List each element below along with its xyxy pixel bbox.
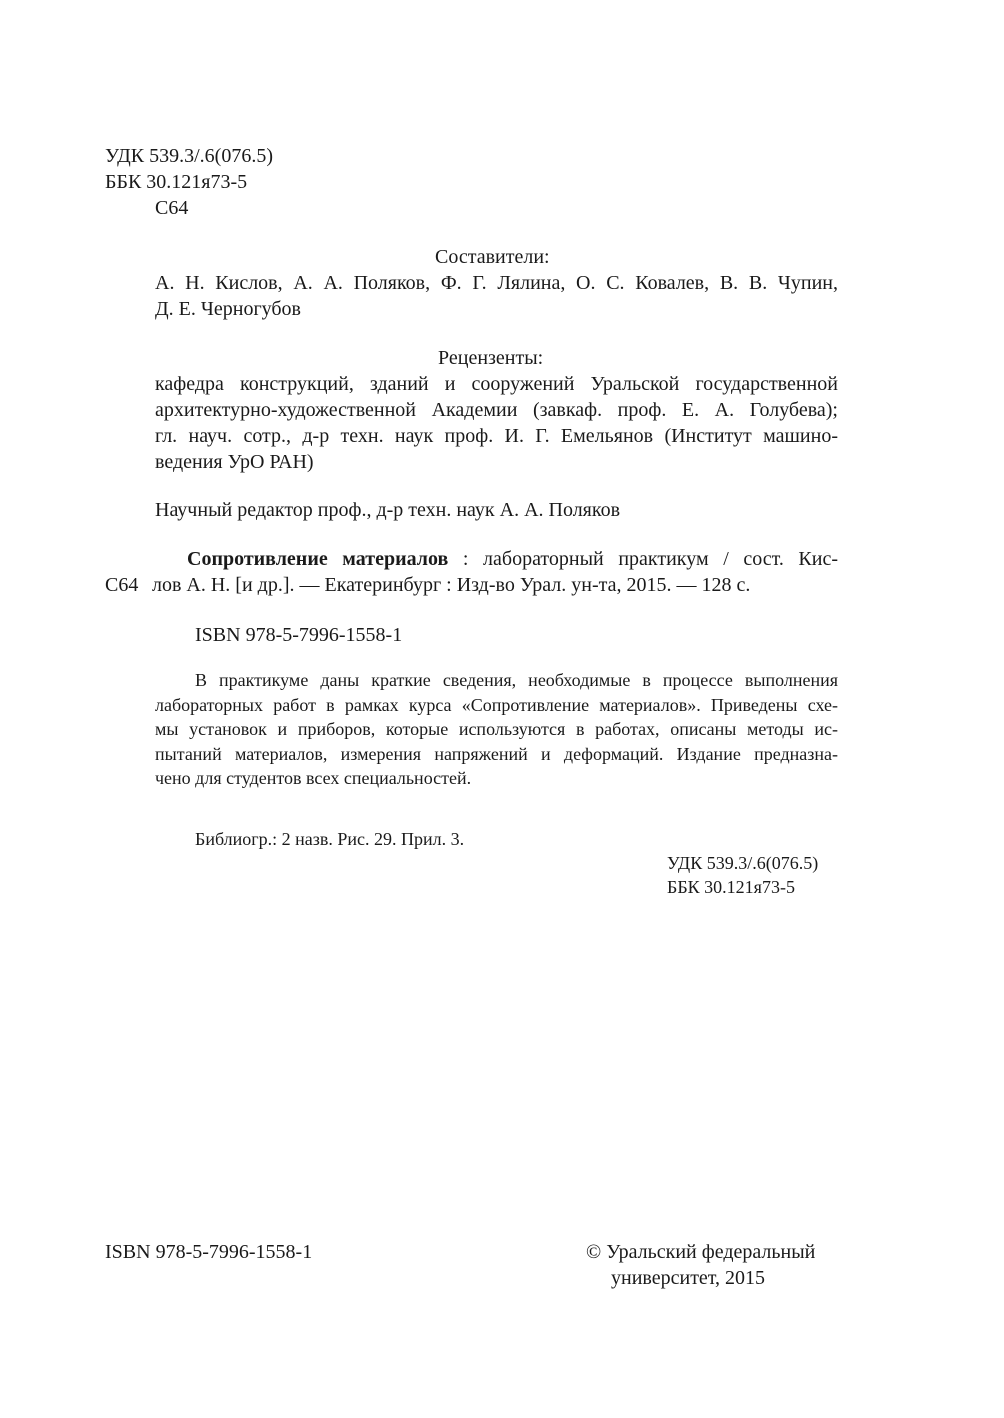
author-sign-entry: С64 — [105, 574, 139, 596]
annotation-line-5: чено для студентов всех специальностей. — [155, 768, 472, 788]
annotation-line-2: лабораторных работ в рамках курса «Сопротивление материалов». Приведены схе- — [155, 694, 838, 715]
author-sign-top: С64 — [155, 197, 189, 219]
udk-code-top: УДК 539.3/.6(076.5) — [105, 145, 273, 167]
bibliographic-line-1 — [187, 546, 838, 572]
annotation-line-3: мы установок и приборов, которые используются в работах, описаны методы ис- — [155, 719, 838, 739]
bbk-code-bottom: ББК 30.121я73-5 — [667, 877, 795, 897]
isbn-entry: ISBN 978-5-7996-1558-1 — [195, 624, 403, 646]
scientific-editor: Научный редактор проф., д-р техн. наук А. А. Поляков — [155, 499, 621, 521]
bibliographic-line-1-rest: : лабораторный практикум / сост. Кис- — [448, 548, 838, 570]
bibliography-note: Библиогр.: 2 назв. Рис. 29. Прил. 3. — [195, 829, 465, 849]
udk-code-bottom: УДК 539.3/.6(076.5) — [667, 853, 819, 873]
compilers-line-2: Д. Е. Черногубов — [155, 298, 301, 320]
copyright-line-1: © Уральский федеральный — [586, 1241, 816, 1263]
reviewers-line-3: гл. науч. сотр., д-р техн. наук проф. И. Г. Емельянов (Институт машино- — [155, 425, 838, 447]
annotation-line-4: пытаний материалов, измерения напряжений и деформаций. Издание предназна- — [155, 743, 838, 764]
footer-isbn: ISBN 978-5-7996-1558-1 — [105, 1241, 313, 1263]
reviewers-heading: Рецензенты: — [438, 347, 544, 369]
reviewers-line-4: ведения УрО РАН) — [155, 451, 314, 473]
compilers-heading: Составители: — [435, 246, 550, 268]
bibliographic-line-2: лов А. Н. [и др.]. — Екатеринбург : Изд-во Урал. ун-та, 2015. — 128 с. — [152, 574, 751, 596]
reviewers-line-2: архитектурно-художественной Академии (завкаф. проф. Е. А. Голубева); — [155, 399, 838, 421]
copyright-line-2: университет, 2015 — [611, 1267, 766, 1289]
compilers-line-1: А. Н. Кислов, А. А. Поляков, Ф. Г. Лялина, О. С. Ковалев, В. В. Чупин, — [155, 272, 838, 294]
book-title: Сопротивление материалов — [187, 548, 449, 570]
annotation-line-1: В практикуме даны краткие сведения, необходимые в процессе выполнения — [195, 670, 838, 690]
bbk-code-top: ББК 30.121я73-5 — [105, 171, 248, 193]
reviewers-line-1: кафедра конструкций, зданий и сооружений Уральской государственной — [155, 373, 838, 395]
